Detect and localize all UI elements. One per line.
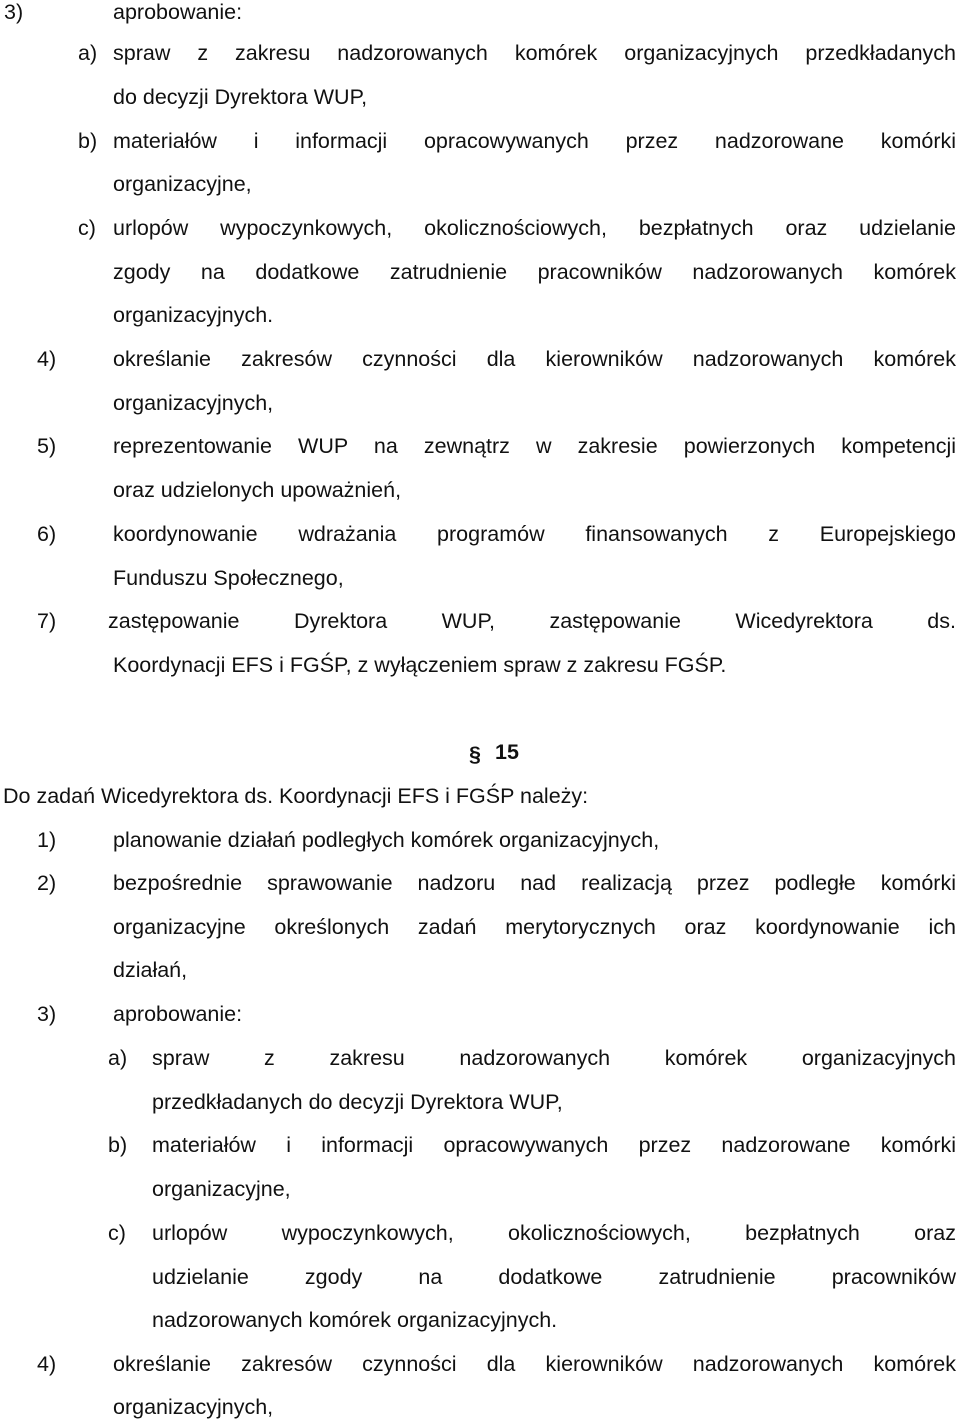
section-symbol: § [469,742,481,766]
subitem-line: spraw z zakresu nadzorowanych komórek organizacyjnych przedkładanych [113,41,956,65]
subitem-letter: c) [108,1221,126,1245]
item-number: 3) [4,0,24,24]
subitem-line: materiałów i informacji opracowywanych przez nadzorowane komórki [152,1133,956,1157]
item-line: działań, [113,958,188,982]
item-line: reprezentowanie WUP na zewnątrz w zakresie powierzonych kompetencji [113,434,956,458]
item-number: 4) [37,1352,57,1376]
subitem-line: przedkładanych do decyzji Dyrektora WUP, [152,1090,563,1114]
subitem-letter: b) [108,1133,128,1157]
subitem-letter: b) [78,129,98,153]
item-number: 3) [37,1002,57,1026]
item-number: 7) [37,609,57,633]
item-text: aprobowanie: [113,1002,243,1026]
subitem-line: organizacyjnych. [113,303,274,327]
subitem-line: zgody na dodatkowe zatrudnienie pracowników nadzorowanych komórek [113,260,956,284]
subitem-line: nadzorowanych komórek organizacyjnych. [152,1308,558,1332]
subitem-letter: a) [108,1046,128,1070]
item-number: 5) [37,434,57,458]
subitem-line: materiałów i informacji opracowywanych przez nadzorowane komórki [113,129,956,153]
item-line: planowanie działań podległych komórek organizacyjnych, [113,828,660,852]
item-text: aprobowanie: [113,0,243,24]
item-line: koordynowanie wdrażania programów finansowanych z Europejskiego [113,522,956,546]
item-number: 6) [37,522,57,546]
subitem-letter: a) [78,41,98,65]
item-line: bezpośrednie sprawowanie nadzoru nad realizacją przez podległe komórki [113,871,956,895]
subitem-line: spraw z zakresu nadzorowanych komórek organizacyjnych [152,1046,956,1070]
item-line: określanie zakresów czynności dla kierowników nadzorowanych komórek [113,347,956,371]
subitem-line: udzielanie zgody na dodatkowe zatrudnienie pracowników [152,1265,956,1289]
item-number: 2) [37,871,57,895]
subitem-letter: c) [78,216,96,240]
item-line: oraz udzielonych upoważnień, [113,478,402,502]
item-line: organizacyjnych, [113,391,274,415]
item-line: organizacyjnych, [113,1395,274,1419]
subitem-line: urlopów wypoczynkowych, okolicznościowych, bezpłatnych oraz [152,1221,956,1245]
item-line: określanie zakresów czynności dla kierowników nadzorowanych komórek [113,1352,956,1376]
item-line: organizacyjne określonych zadań merytorycznych oraz koordynowanie ich [113,915,956,939]
section-intro: Do zadań Wicedyrektora ds. Koordynacji EFS i FGŚP należy: [3,784,589,808]
item-line: Funduszu Społecznego, [113,566,344,590]
subitem-line: do decyzji Dyrektora WUP, [113,85,368,109]
subitem-line: urlopów wypoczynkowych, okolicznościowych, bezpłatnych oraz udzielanie [113,216,956,240]
subitem-line: organizacyjne, [113,172,252,196]
item-number: 4) [37,347,57,371]
subitem-line: organizacyjne, [152,1177,291,1201]
section-number: 15 [495,740,519,764]
item-line: Koordynacji EFS i FGŚP, z wyłączeniem spraw z zakresu FGŚP. [113,653,727,677]
item-line: zastępowanie Dyrektora WUP, zastępowanie Wicedyrektora ds. [108,609,956,633]
item-number: 1) [37,828,57,852]
